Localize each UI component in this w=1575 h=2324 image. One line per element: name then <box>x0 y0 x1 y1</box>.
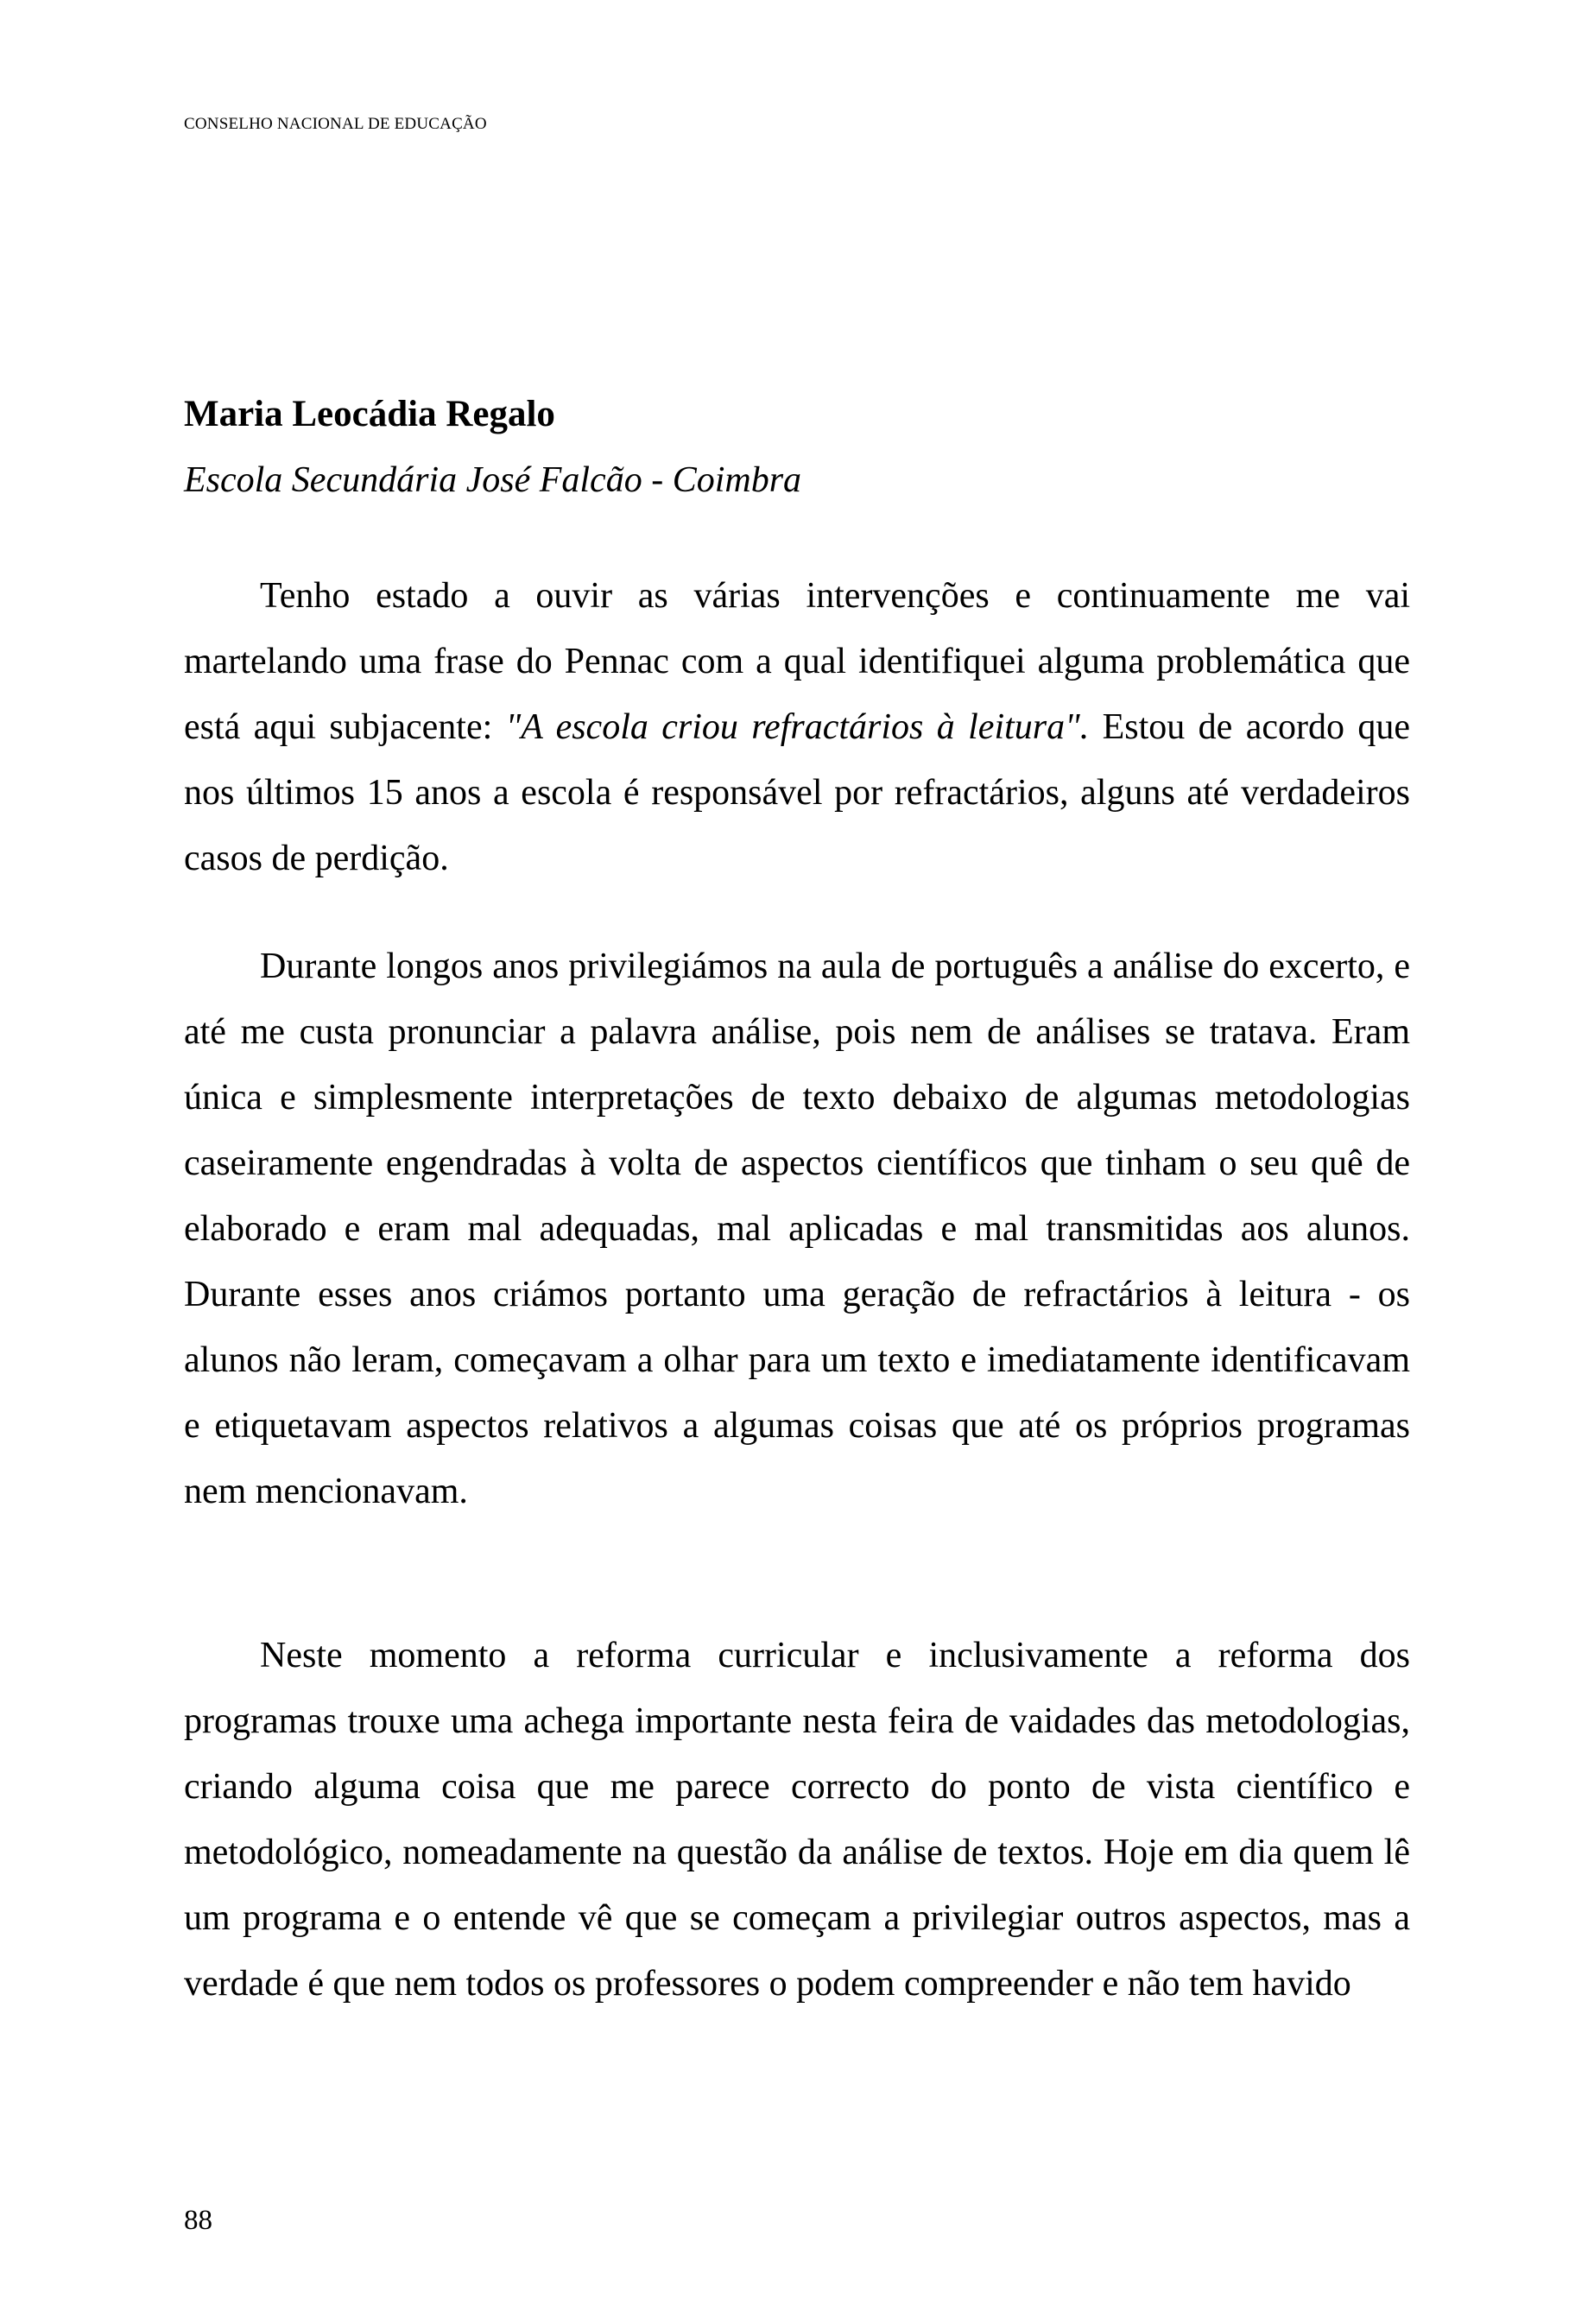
running-header: CONSELHO NACIONAL DE EDUCAÇÃO <box>184 115 487 133</box>
paragraph-1-text-before-quote: Tenho estado a ouvir as várias intervenções e continuamente me vai martelando uma frase do Pennac com a qual identifiquei alguma problemática que está aqui subjacente: <box>184 576 1410 747</box>
body-paragraph-2: Durante longos anos privilegiámos na aula de português a análise do excerto, e até me custa pronunciar a palavra análise, pois nem de análises se tratava. Eram única e simplesmente interpretações de texto debaixo de algumas metodologias caseiramente engendradas à volta de aspectos científicos que tinham o seu quê de elaborado e eram mal adequadas, mal aplicadas e mal transmitidas aos alunos. Durante esses anos criámos portanto uma geração de refractários à leitura - os alunos não leram, começavam a olhar para um texto e imediatamente identificavam e etiquetavam aspectos relativos a algumas coisas que até os próprios programas nem mencionavam. <box>184 947 1410 1511</box>
page-number: 88 <box>184 2205 212 2236</box>
author-name: Maria Leocádia Regalo <box>184 394 555 434</box>
body-paragraph-3: Neste momento a reforma curricular e inclusivamente a reforma dos programas trouxe uma achega importante nesta feira de vaidades das metodologias, criando alguma coisa que me parece correcto do ponto de vista científico e metodológico, nomeadamente na questão da análise de textos. Hoje em dia quem lê um programa e o entende vê que se começam a privilegiar outros aspectos, mas a verdade é que nem todos os professores o podem compreender e não tem havido <box>184 1636 1410 2004</box>
body-paragraph-1 <box>184 563 1410 891</box>
pennac-quote: "A escola criou refractários à leitura". <box>505 707 1090 747</box>
paragraph-1-text-after-quote: Estou de acordo que nos últimos 15 anos a escola é responsável por refractários, alguns até verdadeiros casos de perdição. <box>184 707 1410 878</box>
author-affiliation: Escola Secundária José Falcão - Coimbra <box>184 460 802 500</box>
